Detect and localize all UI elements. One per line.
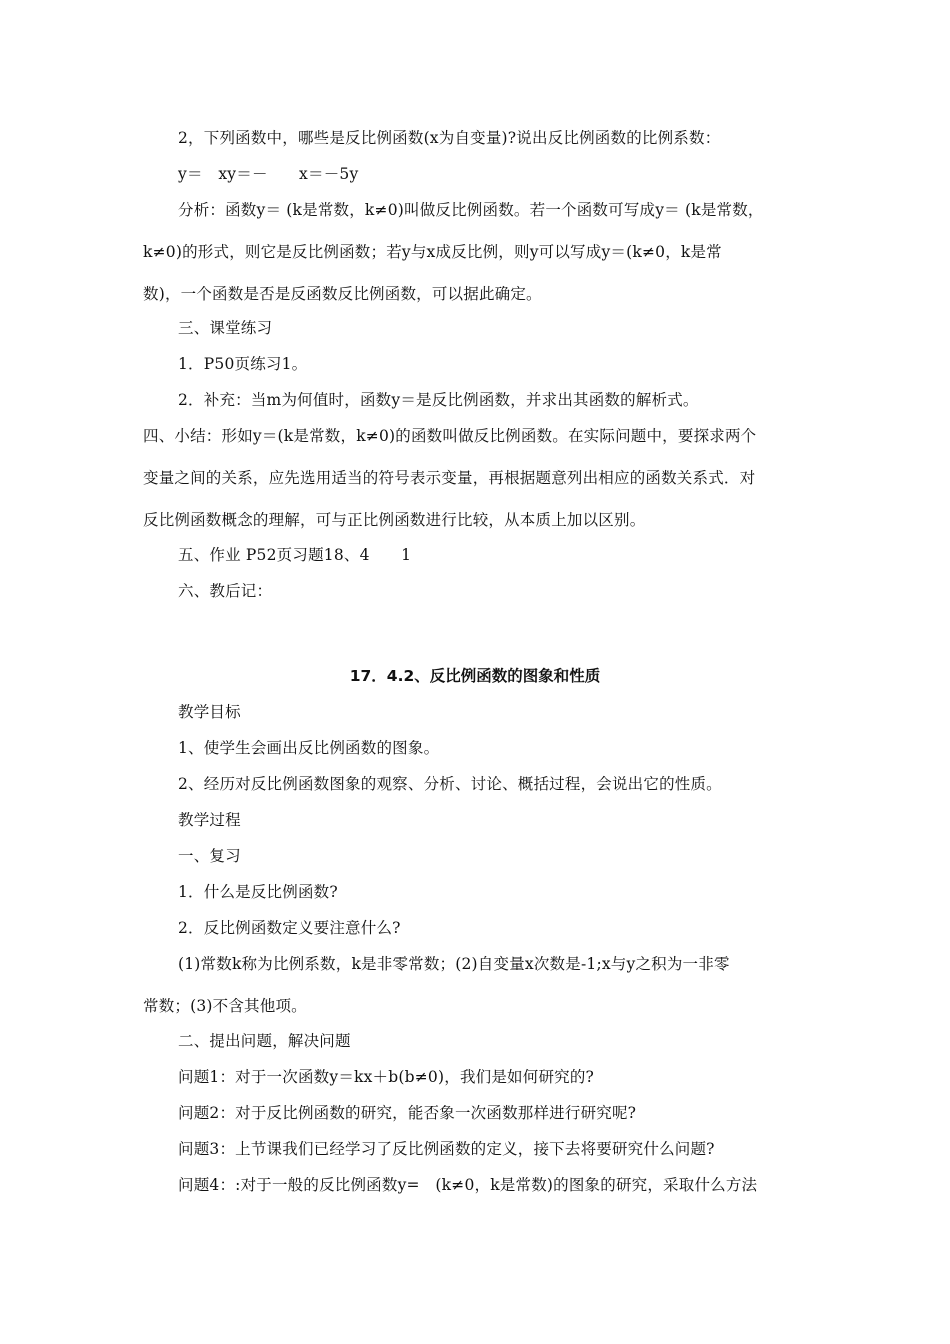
text-line: 1、使学生会画出反比例函数的图象。 — [178, 739, 440, 757]
text-line: 数)，一个函数是否是反函数反比例函数，可以据此确定。 — [143, 285, 542, 303]
text-line: 三、课堂练习 — [178, 319, 273, 337]
text-line: 2、经历对反比例函数图象的观察、分析、讨论、概括过程，会说出它的性质。 — [178, 775, 722, 793]
text-line: k≠0)的形式，则它是反比例函数；若y与x成反比例，则y可以写成y＝(k≠0，k是常 — [143, 243, 722, 261]
text-line: 分析：函数y＝ (k是常数，k≠0)叫做反比例函数。若一个函数可写成y＝ (k是常数， — [178, 201, 764, 219]
text-line: y＝ xy＝－ x＝－5y — [178, 165, 359, 183]
text-line: 2，下列函数中，哪些是反比例函数(x为自变量)?说出反比例函数的比例系数： — [178, 129, 721, 147]
text-line: (1)常数k称为比例系数，k是非零常数；(2)自变量x次数是-1;x与y之积为一非零 — [178, 955, 730, 973]
text-line: 反比例函数概念的理解，可与正比例函数进行比较，从本质上加以区别。 — [143, 511, 646, 529]
text-line: 教学过程 — [178, 811, 241, 829]
text-line: 问题1：对于一次函数y＝kx＋b(b≠0)，我们是如何研究的? — [178, 1068, 595, 1086]
text-line: 教学目标 — [178, 703, 241, 721]
text-line: 2．反比例函数定义要注意什么? — [178, 919, 401, 937]
text-line: 二、提出问题，解决问题 — [178, 1032, 351, 1050]
text-line: 1．P50页练习1。 — [178, 355, 308, 373]
text-line: 问题3：上节课我们已经学习了反比例函数的定义，接下去将要研究什么问题? — [178, 1140, 715, 1158]
text-line: 六、教后记： — [178, 582, 273, 600]
text-line: 问题2：对于反比例函数的研究，能否象一次函数那样进行研究呢? — [178, 1104, 637, 1122]
text-line: 四、小结：形如y＝(k是常数，k≠0)的函数叫做反比例函数。在实际问题中，要探求两个 — [143, 427, 757, 445]
text-line: 1．什么是反比例函数? — [178, 883, 338, 901]
text-line: 变量之间的关系，应先选用适当的符号表示变量，再根据题意列出相应的函数关系式．对 — [143, 469, 756, 487]
text-line: 常数；(3)不含其他项。 — [143, 997, 307, 1015]
text-line: 问题4：:对于一般的反比例函数y= (k≠0，k是常数)的图象的研究，采取什么方法 — [178, 1176, 758, 1194]
section-title: 17．4.2、反比例函数的图象和性质 — [349, 667, 601, 685]
text-line: 2．补充：当m为何值时，函数y＝是反比例函数，并求出其函数的解析式。 — [178, 391, 699, 409]
text-line: 一、复习 — [178, 847, 241, 865]
text-line: 五、作业 P52页习题18、4 1 — [178, 546, 412, 564]
